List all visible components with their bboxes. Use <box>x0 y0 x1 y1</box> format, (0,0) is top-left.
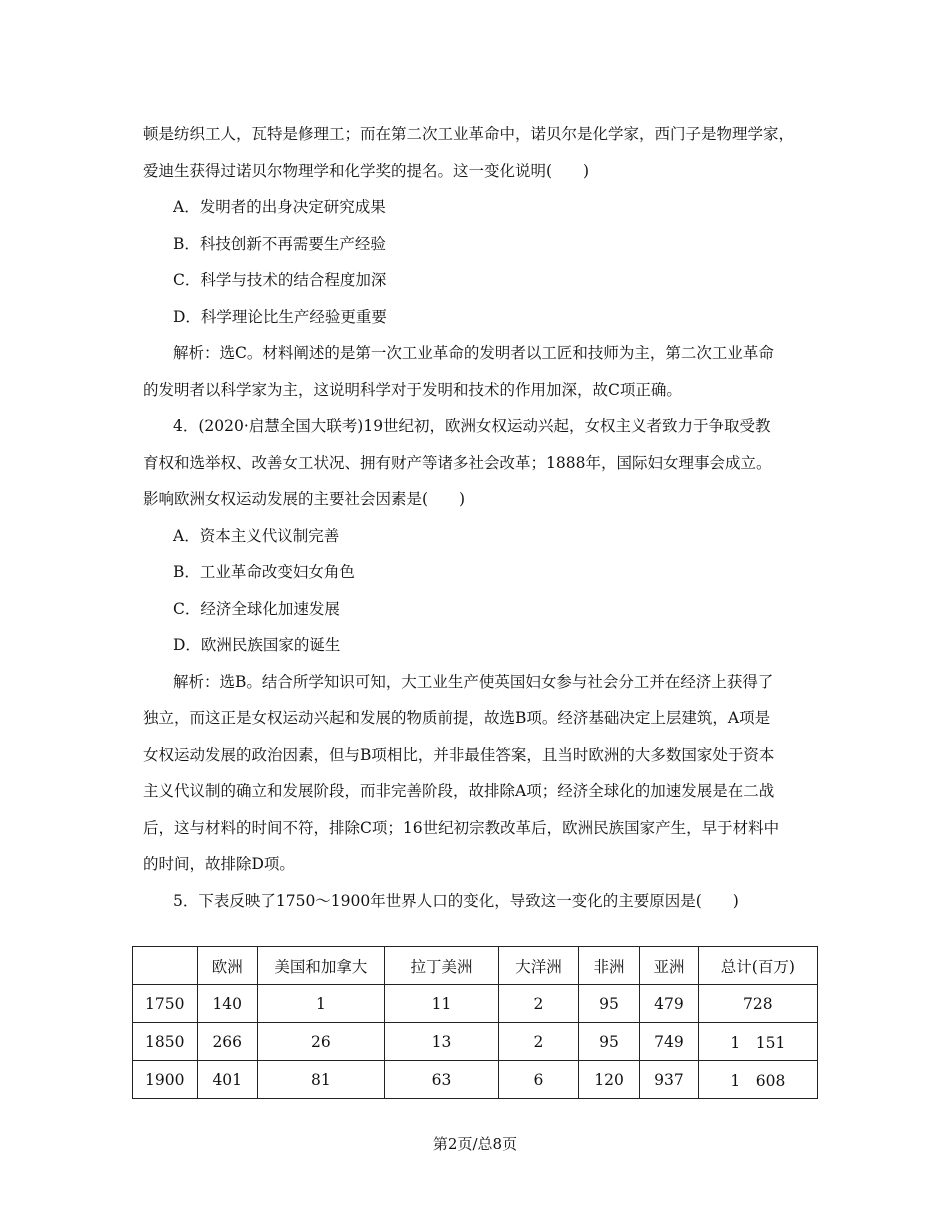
question-line: 4．(2020·启慧全国大联考)19世纪初，欧洲女权运动兴起，女权主义者致力于争取受教 <box>173 417 771 435</box>
option-line: A．资本主义代议制完善 <box>173 526 340 545</box>
text-line: 育权和选举权、改善女工状况、拥有财产等诸多社会改革；1888年，国际妇女理事会成立。 <box>143 453 772 472</box>
table-cell: 81 <box>257 1061 384 1099</box>
analysis-line: 解析：选C。材料阐述的是第一次工业革命的发明者以工匠和技师为主，第二次工业革命 <box>173 344 774 362</box>
table-header-cell <box>133 947 198 985</box>
text-line: 女权运动发展的政治因素，但与B项相比，并非最佳答案，且当时欧洲的大多数国家处于资本 <box>143 745 775 764</box>
table-cell: 6 <box>499 1061 579 1099</box>
analysis-line: 解析：选B。结合所学知识可知，大工业生产使英国妇女参与社会分工并在经济上获得了 <box>173 672 774 691</box>
table-cell: 95 <box>578 985 639 1023</box>
table-cell: 1 151 <box>698 1023 817 1061</box>
text-line: 的时间，故排除D项。 <box>143 855 295 873</box>
table-header-cell: 总计(百万) <box>698 947 817 985</box>
table-cell: 95 <box>578 1023 639 1061</box>
table-cell: 140 <box>197 985 257 1023</box>
table-cell: 728 <box>698 985 817 1023</box>
table-cell: 479 <box>640 985 698 1023</box>
table-header-cell: 非洲 <box>578 947 639 985</box>
text-line: 的发明者以科学家为主，这说明科学对于发明和技术的作用加深，故C项正确。 <box>143 380 682 399</box>
table-cell: 266 <box>197 1023 257 1061</box>
population-table <box>132 946 818 1099</box>
table-header-cell: 大洋洲 <box>499 947 579 985</box>
table-cell: 1850 <box>133 1023 198 1061</box>
table-cell: 1 <box>257 985 384 1023</box>
table-row <box>133 1061 818 1099</box>
text-line: 主义代议制的确立和发展阶段，而非完善阶段，故排除A项；经济全球化的加速发展是在二战 <box>143 782 775 800</box>
table-cell: 937 <box>640 1061 698 1099</box>
text-line: 爱迪生获得过诺贝尔物理学和化学奖的提名。这一变化说明( ) <box>143 161 590 180</box>
table-cell: 401 <box>197 1061 257 1099</box>
option-line: C．经济全球化加速发展 <box>173 599 340 618</box>
text-line: 后，这与材料的时间不符，排除C项；16世纪初宗教改革后，欧洲民族国家产生，早于材料中 <box>143 818 780 837</box>
option-line: B．科技创新不再需要生产经验 <box>173 234 386 253</box>
option-line: B．工业革命改变妇女角色 <box>173 563 355 581</box>
table-cell: 2 <box>499 985 579 1023</box>
table-cell: 1750 <box>133 985 198 1023</box>
document-body <box>143 116 823 919</box>
table-cell: 63 <box>384 1061 498 1099</box>
option-line: D．科学理论比生产经验更重要 <box>173 307 387 326</box>
text-line: 独立，而这正是女权运动兴起和发展的物质前提，故选B项。经济基础决定上层建筑，A项是 <box>143 709 771 727</box>
page-footer: 第2页/总8页 <box>432 1135 518 1153</box>
option-line: D．欧洲民族国家的诞生 <box>173 636 341 654</box>
text-line: 顿是纺织工人，瓦特是修理工；而在第二次工业革命中，诺贝尔是化学家，西门子是物理学家， <box>143 125 795 143</box>
option-line: A．发明者的出身决定研究成果 <box>173 198 386 216</box>
table-cell: 749 <box>640 1023 698 1061</box>
table-cell: 120 <box>578 1061 639 1099</box>
table-cell: 26 <box>257 1023 384 1061</box>
table-row <box>133 985 818 1023</box>
table-header-cell: 欧洲 <box>197 947 257 985</box>
table-cell: 11 <box>384 985 498 1023</box>
text-line: 影响欧洲女权运动发展的主要社会因素是( ) <box>143 490 466 508</box>
table-cell: 1900 <box>133 1061 198 1099</box>
table-row <box>133 1023 818 1061</box>
table-cell: 13 <box>384 1023 498 1061</box>
table-header-cell: 拉丁美洲 <box>384 947 498 985</box>
table-header-cell: 亚洲 <box>640 947 698 985</box>
table-header-cell: 美国和加拿大 <box>257 947 384 985</box>
question-line: 5．下表反映了1750～1900年世界人口的变化，导致这一变化的主要原因是( ) <box>173 891 739 910</box>
option-line: C．科学与技术的结合程度加深 <box>173 271 387 289</box>
table-cell: 2 <box>499 1023 579 1061</box>
table-cell: 1 608 <box>698 1061 817 1099</box>
table-header-row <box>133 947 818 985</box>
